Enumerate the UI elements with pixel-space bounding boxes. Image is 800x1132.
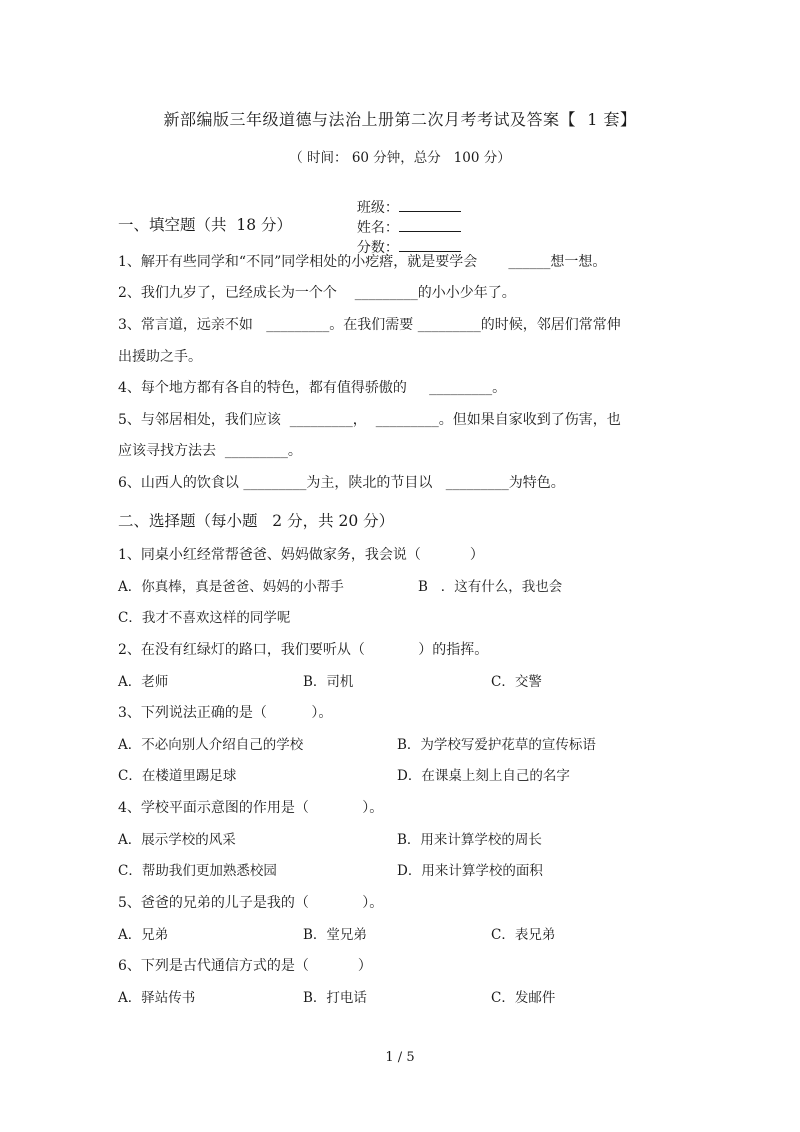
choice-question-2-option-b: B．司机 xyxy=(303,674,354,690)
choice-question-3-option-c: C．在楼道里踢足球 xyxy=(118,768,237,784)
page-indicator: 1 / 5 xyxy=(385,1050,415,1065)
name-blank xyxy=(399,217,461,232)
fill-question-1: 1、解开有些同学和“不同”同学相处的小疙瘩，就是要学会 ______想一想。 xyxy=(118,254,607,270)
choice-question-1-option-a: A．你真棒，真是爸爸、妈妈的小帮手 xyxy=(118,579,344,595)
choice-question-6-option-c: C．发邮件 xyxy=(491,990,556,1006)
choice-question-5-option-b: B．堂兄弟 xyxy=(303,927,367,943)
choice-question-3-stem: 3、下列说法正确的是（ ）。 xyxy=(118,705,333,721)
section-heading-fill-in: 一、填空题（共 18 分） xyxy=(118,216,293,234)
choice-question-5-stem: 5、爸爸的兄弟的儿子是我的（ ）。 xyxy=(118,895,384,911)
choice-question-1-option-b: B ．这有什么，我也会 xyxy=(418,579,563,595)
choice-question-6-option-b: B．打电话 xyxy=(303,990,367,1006)
fill-question-3-line-2: 出援助之手。 xyxy=(118,349,202,365)
score-label: 分数： xyxy=(356,240,399,256)
name-field xyxy=(357,217,461,237)
class-blank xyxy=(399,197,461,212)
fill-question-4: 4、每个地方都有各自的特色，都有值得骄傲的 _________。 xyxy=(118,380,507,396)
choice-question-6-stem: 6、下列是古代通信方式的是（ ） xyxy=(118,958,372,974)
choice-question-1-stem: 1、同桌小红经常帮爸爸、妈妈做家务，我会说（ ） xyxy=(118,547,484,563)
choice-question-4-option-c: C．帮助我们更加熟悉校园 xyxy=(118,863,277,879)
class-label: 班级： xyxy=(356,200,399,216)
fill-question-2: 2、我们九岁了，已经成长为一个个 _________的小小少年了。 xyxy=(118,285,516,301)
choice-question-4-option-b: B．用来计算学校的周长 xyxy=(397,832,542,848)
class-field xyxy=(357,197,461,217)
choice-question-3-option-d: D．在课桌上刻上自己的名字 xyxy=(397,768,570,784)
choice-question-6-option-a: A．驿站传书 xyxy=(118,990,196,1006)
choice-question-5-option-c: C．表兄弟 xyxy=(491,927,556,943)
exam-time-score: （ 时间： 60 分钟，总分 100 分） xyxy=(289,150,511,166)
choice-question-1-option-c: C．我才不喜欢这样的同学呢 xyxy=(118,610,291,626)
choice-question-2-stem: 2、在没有红绿灯的路口，我们要听从（ ）的指挥。 xyxy=(118,642,489,658)
fill-question-5-line-1: 5、与邻居相处，我们应该 _________， _________。但如果自家收到了伤害，也 xyxy=(118,412,621,428)
name-label: 姓名： xyxy=(356,220,399,236)
choice-question-5-option-a: A．兄弟 xyxy=(118,927,169,943)
fill-question-3-line-1: 3、常言道，远亲不如 _________。在我们需要 _________的时候，邻居们常常伸 xyxy=(118,317,621,333)
choice-question-4-option-d: D．用来计算学校的面积 xyxy=(397,863,543,879)
section-heading-choice: 二、选择题（每小题 2 分，共 20 分） xyxy=(118,512,395,530)
choice-question-3-option-b: B．为学校写爱护花草的宣传标语 xyxy=(397,737,596,753)
choice-question-4-option-a: A．展示学校的风采 xyxy=(118,832,236,848)
score-blank xyxy=(399,237,461,252)
fill-question-5-line-2: 应该寻找方法去 _________。 xyxy=(118,443,302,459)
document-title: 新部编版三年级道德与法治上册第二次月考考试及答案【 1 套】 xyxy=(163,110,637,129)
choice-question-4-stem: 4、学校平面示意图的作用是（ ）。 xyxy=(118,800,384,816)
choice-question-2-option-c: C．交警 xyxy=(491,674,542,690)
fill-question-6: 6、山西人的饮食以 _________为主，陕北的节目以 _________为特色。 xyxy=(118,475,565,491)
choice-question-3-option-a: A．不必向别人介绍自己的学校 xyxy=(118,737,304,753)
choice-question-2-option-a: A．老师 xyxy=(118,674,169,690)
